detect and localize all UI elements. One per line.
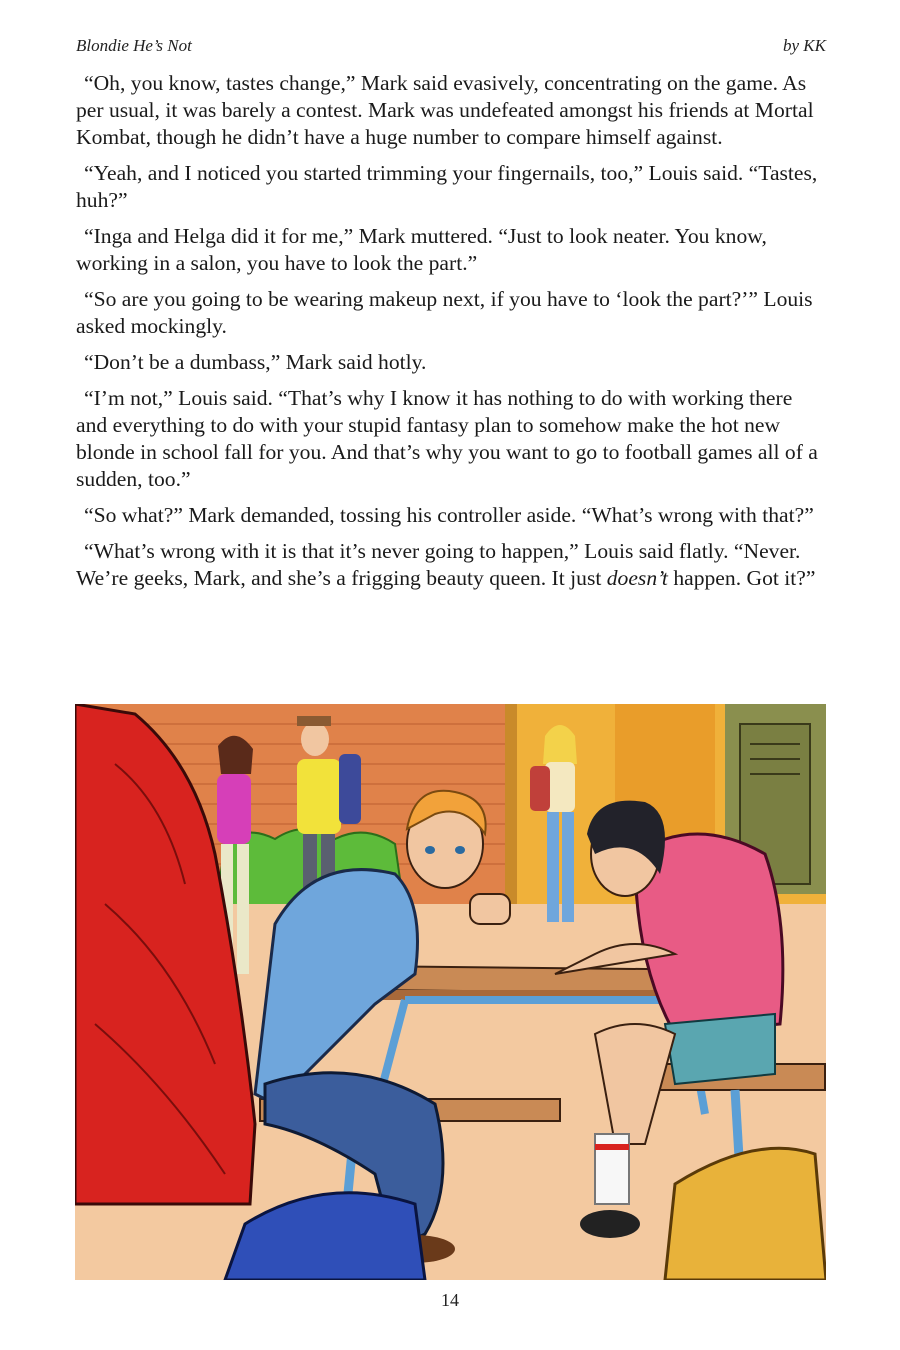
paragraph: “Don’t be a dumbass,” Mark said hotly. — [84, 350, 427, 374]
comic-illustration — [75, 704, 826, 1280]
page-number: 14 — [441, 1290, 459, 1310]
paragraph: “So are you going to be wearing makeup next, if you have to ‘look the part?’” Louis asked mockingly. — [76, 287, 813, 338]
emphasis: doesn’t — [606, 566, 668, 590]
running-header — [76, 36, 826, 56]
paragraph: “Inga and Helga did it for me,” Mark muttered. “Just to look neater. You know, working in a salon, you have to look the part.” — [76, 224, 767, 275]
paragraph: “So what?” Mark demanded, tossing his controller aside. “What’s wrong with that?” — [84, 503, 814, 527]
paragraph: “I’m not,” Louis said. “That’s why I know it has nothing to do with working there and everything to do with your stupid fantasy plan to somehow make the hot new blonde in school fall for you. And that’s why you want to go to football games all of a sudden, too.” — [76, 386, 818, 491]
paragraph: “Oh, you know, tastes change,” Mark said evasively, concentrating on the game. As per usual, it was barely a contest. Mark was undefeated amongst his friends at Mortal Kombat, though he didn’t have a huge number to compare himself against. — [76, 71, 814, 149]
book-title: Blondie He’s Not — [76, 36, 192, 55]
author-credit: by KK — [783, 36, 826, 55]
paragraph: “Yeah, and I noticed you started trimming your fingernails, too,” Louis said. “Tastes, huh?” — [76, 161, 818, 212]
paragraph: “What’s wrong with it is that it’s never going to happen,” Louis said flatly. “Never. We’re geeks, Mark, and she’s a frigging beauty queen. It just doesn’t happen. Got it?” — [76, 539, 816, 590]
story-text — [76, 70, 828, 601]
